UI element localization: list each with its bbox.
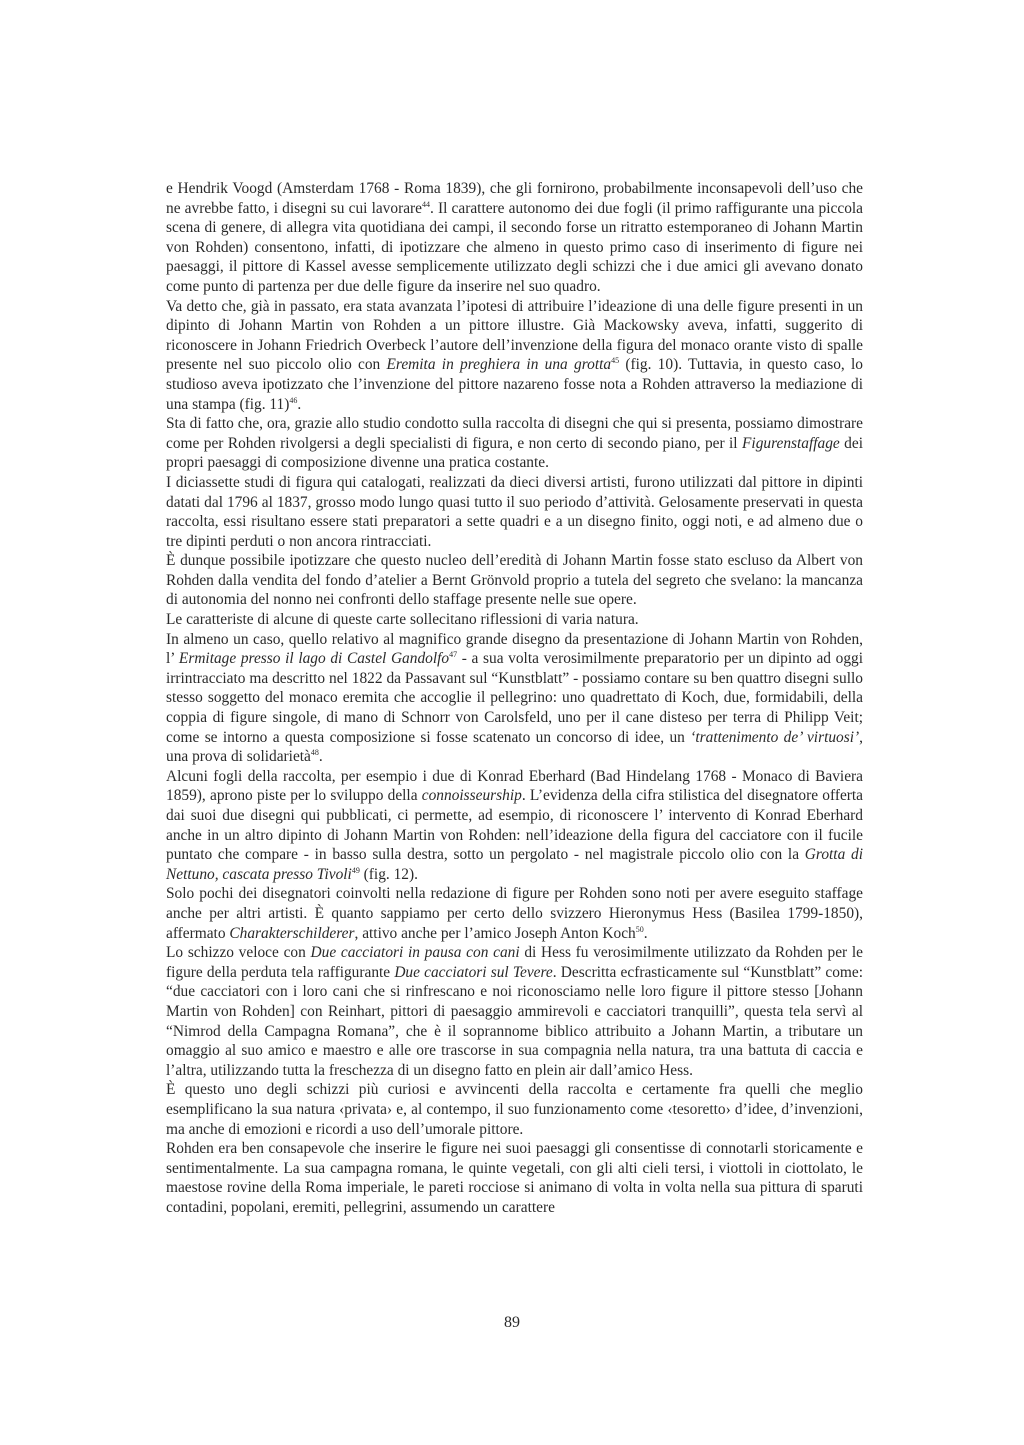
text-run: È dunque possibile ipotizzare che questo nucleo dell’eredità di Johann Martin fosse stato escluso da Albert von Rohden dalla vendita del fondo d’atelier a Bernt Grönvold proprio a tutela del segreto che svelano: la mancanza di autonomia del nonno nei confronti dello staffage presente nelle sue opere. <box>166 552 863 609</box>
italic-title: Charakterschilderer <box>229 924 355 942</box>
paragraph <box>166 610 863 630</box>
text-run: . <box>297 395 302 413</box>
paragraph <box>166 767 863 885</box>
footnote-ref: 44 <box>422 199 430 209</box>
text-run: Sta di fatto che, ora, grazie allo studio condotto sulla raccolta di disegni che qui si presenta, possiamo dimostrare come per Rohden rivolgersi a degli specialisti di figura, e non certo di secondo piano, per il <box>166 415 863 452</box>
footnote-ref: 47 <box>449 650 458 660</box>
italic-title: connoisseurship <box>421 787 522 805</box>
paragraph <box>166 297 863 415</box>
page-number: 89 <box>504 1314 520 1331</box>
text-run: . Il carattere autonomo dei due fogli (il primo raffigurante una piccola scena di genere, di allegra vita quotidiana dei campi, il secondo forse un ritratto estemporaneo di Johann Martin von Rohden) consentono, infatti, di ipotizzare che almeno in questo primo caso di inserimento di figure nei paesaggi, il pittore di Kassel avesse semplicemente utilizzato degli schizzi che i due amici gli avevano donato come punto di partenza per due delle figure da inserire nel suo quadro. <box>166 199 863 295</box>
footnote-ref: 50 <box>635 924 644 934</box>
paragraph <box>166 473 863 551</box>
text-run: Lo schizzo veloce con <box>166 944 311 962</box>
text-run: di Hess fu verosimilmente utilizzato da Rohden per le figure della perduta tela raffigurante <box>166 944 863 981</box>
text-run: Va detto che, già in passato, era stata avanzata l’ipotesi di attribuire l’ideazione di una delle figure presenti in un dipinto di Johann Martin von Rohden a un pittore illustre. Già Mackowsky aveva, infatti, suggerito di riconoscere in Johann Friedrich Overbeck l’autore dell’invenzione della figura del monaco orante visto di spalle presente nel suo piccolo olio con <box>166 297 863 374</box>
paragraph <box>166 414 863 473</box>
paragraph <box>166 630 863 767</box>
body-text <box>166 179 863 1217</box>
paragraph <box>166 1139 863 1217</box>
italic-title: Grotta di Nettuno, cascata presso Tivoli <box>166 846 863 883</box>
text-run: . <box>318 748 323 766</box>
text-run: (fig. 10). Tuttavia, in questo caso, lo studioso aveva ipotizzato che l’invenzione del pittore nazareno fosse nota a Rohden attraverso la mediazione di una stampa (fig. 11) <box>166 356 863 413</box>
text-run: dei propri paesaggi di composizione divenne una pratica costante. <box>166 434 863 472</box>
text-run: - a sua volta verosimilmente preparatorio per un dipinto ad oggi irrintracciato ma descritto nel 1822 da Passavant sul “Kunstblatt” - possiamo contare su ben quattro disegni sullo stesso soggetto del monaco eremita che accoglie il pellegrino: uno quadrettato di Koch, due, formidabili, della coppia di figure singole, di mano di Schnorr von Carolsfeld, uno per il cane disteso per terra di Philipp Veit; come se intorno a questa composizione si fosse scatenato un concorso di idee, un <box>166 650 863 746</box>
italic-title: ‘trattenimento de’ virtuosi’ <box>690 728 860 746</box>
paragraph <box>166 1080 863 1139</box>
footnote-ref: 49 <box>351 865 360 875</box>
text-run: . <box>643 924 648 942</box>
italic-title: Figurenstaffage <box>742 434 840 452</box>
italic-title: Eremita in preghiera in una grotta <box>386 356 612 374</box>
text-run: (fig. 12). <box>359 865 418 883</box>
footnote-ref: 48 <box>310 748 319 758</box>
italic-title: Due cacciatori in pausa con cani <box>310 944 520 962</box>
paragraph <box>166 884 863 943</box>
text-run: Alcuni fogli della raccolta, per esempio i due di Konrad Eberhard (Bad Hindelang 1768 - Monaco di Baviera 1859), aprono piste per lo sviluppo della <box>166 767 863 805</box>
paragraph <box>166 551 863 610</box>
italic-title: Due cacciatori sul Tevere <box>394 963 553 981</box>
text-run: In almeno un caso, quello relativo al magnifico grande disegno da presentazione di Johann Martin von Rohden, l’ <box>166 630 863 668</box>
italic-title: Ermitage presso il lago di Castel Gandolfo <box>178 650 450 668</box>
text-run: , attivo anche per l’amico Joseph Anton Koch <box>354 924 636 942</box>
text-run: Rohden era ben consapevole che inserire le figure nei suoi paesaggi gli consentisse di connotarli storicamente e sentimentalmente. La sua campagna romana, le quinte vegetali, con gli alti cieli tersi, i viottoli in ciottolato, le maestose rovine della Roma imperiale, le pareti rocciose si animano di volta in volta nella sua pittura di sparuti contadini, popolani, eremiti, pellegrini, assumendo un carattere <box>166 1140 863 1216</box>
paragraph <box>166 943 863 1080</box>
text-run: I diciassette studi di figura qui catalogati, realizzati da dieci diversi artisti, furono utilizzati dal pittore in dipinti datati dal 1796 al 1837, grosso modo lungo quasi tutto il suo periodo d’attività. Gelosamente preservati in questa raccolta, essi risultano essere stati preparatori a sette quadri e a un disegno finito, oggi noti, e ad almeno due o tre dipinti perduti o non ancora rintracciati. <box>166 473 863 550</box>
paragraph <box>166 179 863 297</box>
footnote-ref: 46 <box>289 395 298 405</box>
footnote-ref: 45 <box>611 356 620 366</box>
text-run: . Descritta ecfrasticamente sul “Kunstblatt” come: “due cacciatori con i loro cani che si rinfrescano e noi riconosciamo nelle loro figure il pittore stesso [Johann Martin von Rohden] con Reinhart, pittori di paesaggio ammirevoli e cacciatori tranquilli”, questa tela servì al “Nimrod della Campagna Romana”, che è il soprannome biblico attribuito a Johann Martin, a tributare un omaggio al suo amico e maestro e alle ore trascorse in sua compagnia nella natura, tra una battuta di caccia e l’altra, utilizzando tutta la freschezza di un disegno fatto en plein air dall’amico Hess. <box>166 963 863 1079</box>
text-run: È questo uno degli schizzi più curiosi e avvincenti della raccolta e certamente fra quelli che meglio esemplificano la sua natura ‹privata› e, al contempo, il suo funzionamento come ‹tesoretto› d’idee, d’invenzioni, ma anche di emozioni e ricordi a uso dell’umorale pittore. <box>166 1081 863 1138</box>
text-run: Solo pochi dei disegnatori coinvolti nella redazione di figure per Rohden sono noti per avere eseguito staffage anche per altri artisti. È quanto sappiamo per certo dello svizzero Hieronymus Hess (Basilea 1799-1850), affermato <box>166 885 863 942</box>
text-run: , una prova di solidarietà <box>166 728 863 766</box>
text-run: Le caratteriste di alcune di queste carte sollecitano riflessioni di varia natura. <box>166 611 639 629</box>
text-run: e Hendrik Voogd (Amsterdam 1768 - Roma 1839), che gli fornirono, probabilmente inconsapevoli dell’uso che ne avrebbe fatto, i disegni su cui lavorare <box>166 180 863 217</box>
text-run: . L’evidenza della cifra stilistica del disegnatore offerta dai suoi due disegni qui pubblicati, ci permette, ad esempio, di riconoscere l’ intervento di Konrad Eberhard anche in un altro dipinto di Johann Martin von Rohden: nell’ideazione della figura del cacciatore con il fucile puntato che compare - in basso sulla destra, sotto un pergolato - nel magistrale piccolo olio con la <box>166 787 864 864</box>
